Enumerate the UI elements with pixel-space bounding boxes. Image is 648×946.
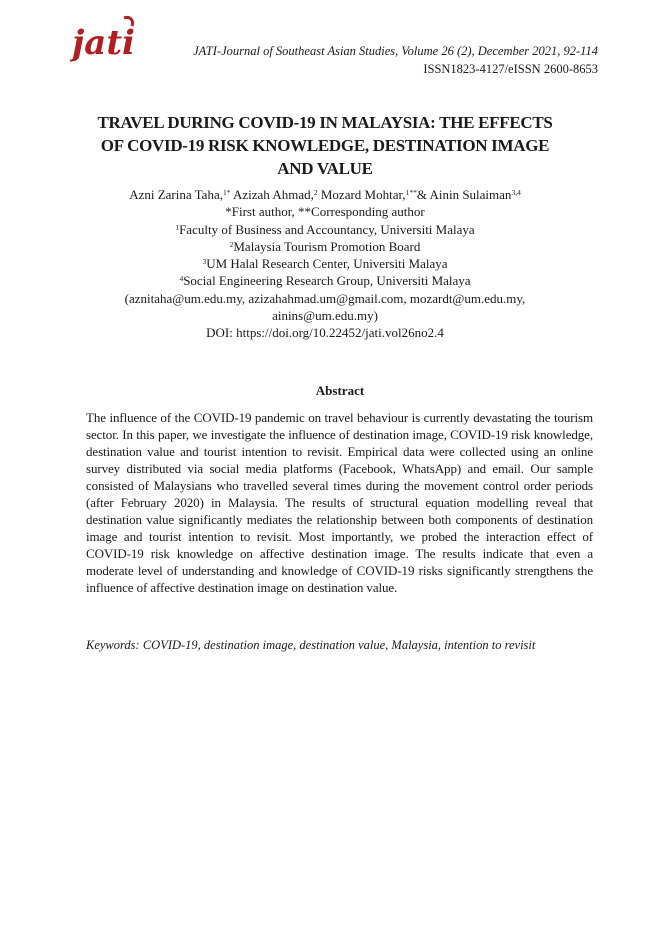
- affiliation: [60, 255, 590, 272]
- jati-logo-graphic: [70, 14, 142, 66]
- affiliation: [60, 238, 590, 255]
- affil-marker: 2: [229, 239, 234, 249]
- abstract-body: The influence of the COVID-19 pandemic on travel behaviour is currently devastating the tourism sector. In this paper, we investigate the influence of destination image, COVID-19 risk knowledge, destination value and tourist intention to revisit. Empirical data were collected using an online survey distributed via social media platforms (Facebook, WhatsApp) and email. Our sample consisted of Malaysians who travelled several times during the movement control order periods (after February 2020) in Malaysia. The results of structural equation modelling reveal that destination value significantly mediates the relationship between both components of destination image and tourist intention to revisit. Most importantly, we probed the interaction effect of COVID-19 risk knowledge on affective destination image. The results indicate that even a moderate level of understanding and knowledge of COVID-19 risks significantly strengthens the influence of affective destination image on destination value.: [86, 410, 593, 595]
- issn: ISSN1823-4127/eISSN 2600-8653: [423, 62, 598, 76]
- author-name: Azni Zarina Taha,: [129, 187, 223, 202]
- title-line: OF COVID-19 RISK KNOWLEDGE, DESTINATION IMAGE: [100, 136, 550, 155]
- front-matter: [60, 186, 590, 342]
- affil-marker: 3: [202, 257, 207, 267]
- author-name: & Ainin Sulaiman: [416, 187, 512, 202]
- affil-marker: 4: [179, 274, 184, 284]
- affil-text: Social Engineering Research Group, Universiti Malaya: [183, 273, 471, 289]
- author-emails: (aznitaha@um.edu.my, azizahahmad.um@gmail.com, mozardt@um.edu.my,: [124, 290, 526, 306]
- author-affil-marker: 1*: [222, 188, 231, 197]
- affil-text: UM Halal Research Center, Universiti Malaya: [206, 256, 448, 272]
- abstract-heading: Abstract: [315, 383, 365, 398]
- author-name: Azizah Ahmad,: [230, 187, 314, 202]
- affil-marker: 1: [175, 222, 180, 232]
- logo-text: jati: [72, 23, 135, 63]
- author-name: Mozard Mohtar,: [317, 187, 406, 202]
- affil-text: Malaysia Tourism Promotion Board: [233, 238, 421, 254]
- affiliation: [60, 272, 590, 289]
- author-affil-marker: 1**: [405, 188, 417, 197]
- paper-title: [70, 111, 580, 180]
- title-line: TRAVEL DURING COVID-19 IN MALAYSIA: THE EFFECTS: [97, 113, 553, 132]
- author-affil-marker: 2: [313, 188, 318, 197]
- author-list: [60, 186, 590, 203]
- affiliation: [60, 221, 590, 238]
- journal-logo: [70, 14, 142, 66]
- author-emails: ainins@um.edu.my): [272, 308, 378, 324]
- author-roles: *First author, **Corresponding author: [225, 204, 425, 220]
- journal-citation: JATI-Journal of Southeast Asian Studies, Volume 26 (2), December 2021, 92-114: [193, 44, 598, 58]
- title-line: AND VALUE: [277, 159, 373, 178]
- doi-link[interactable]: DOI: https://doi.org/10.22452/jati.vol26no2.4: [206, 325, 444, 341]
- author-affil-marker: 3,4: [511, 188, 521, 197]
- affil-text: Faculty of Business and Accountancy, Universiti Malaya: [179, 221, 475, 237]
- keywords: Keywords: COVID-19, destination image, destination value, Malaysia, intention to revisit: [86, 638, 536, 652]
